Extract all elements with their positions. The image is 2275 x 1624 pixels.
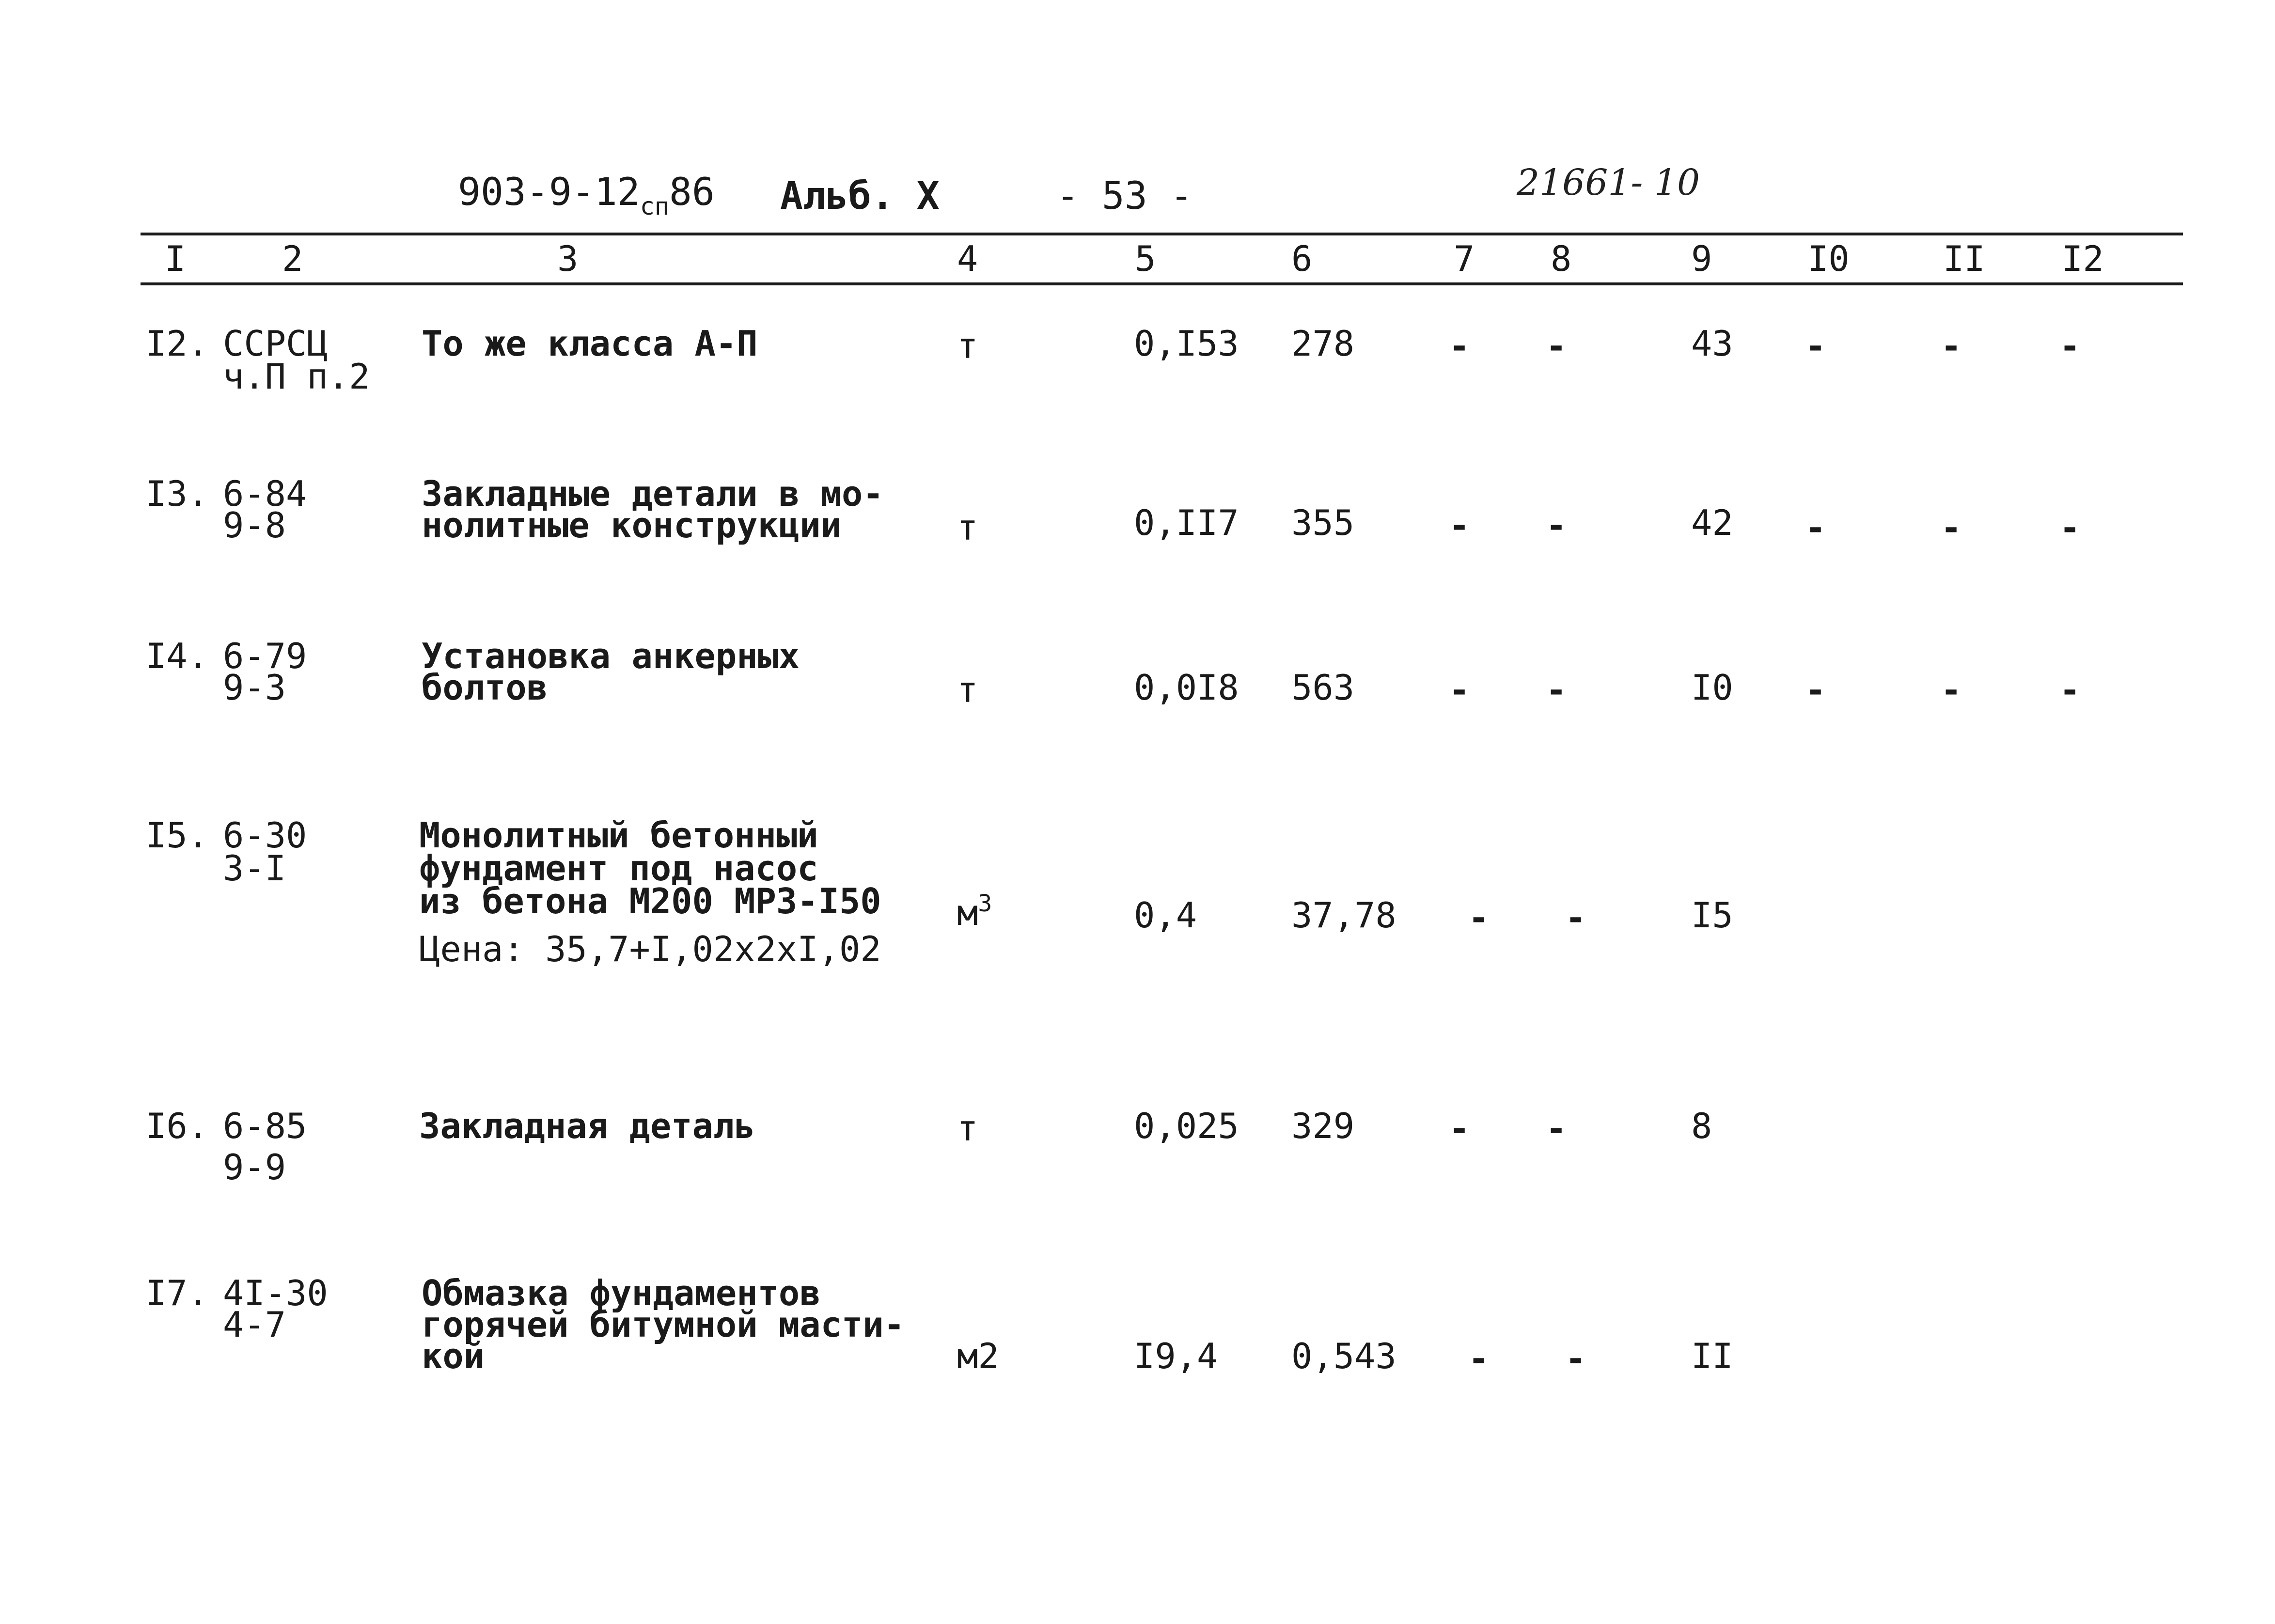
row-13-c10: - bbox=[1805, 507, 1826, 548]
row-15-c8: - bbox=[1565, 897, 1586, 938]
page-number: - 53 - bbox=[1056, 174, 1193, 218]
row-17-c8: - bbox=[1565, 1338, 1586, 1379]
row-16-num: I6. bbox=[145, 1106, 209, 1146]
col-header-10: I0 bbox=[1807, 238, 1850, 279]
handwritten-number: 21661- 10 bbox=[1517, 162, 1700, 203]
col-header-5: 5 bbox=[1135, 238, 1156, 279]
row-15-code-1: 6-30 bbox=[223, 815, 307, 856]
col-header-7: 7 bbox=[1454, 238, 1475, 279]
row-14-desc-2: болтов bbox=[422, 667, 548, 708]
row-15-unit bbox=[957, 890, 992, 933]
doc-code-main: 903-9-12 bbox=[458, 171, 640, 214]
col-header-12: I2 bbox=[2062, 238, 2104, 279]
row-17-c7: - bbox=[1468, 1338, 1490, 1379]
row-15-c9: I5 bbox=[1691, 895, 1733, 936]
row-15-desc-2: фундамент под насос bbox=[419, 848, 818, 889]
row-16-c7: - bbox=[1449, 1108, 1470, 1149]
row-15-desc-3: из бетона М200 МРЗ-I50 bbox=[419, 881, 881, 921]
row-14-c8: - bbox=[1546, 670, 1567, 710]
row-14-unit: т bbox=[957, 670, 978, 710]
row-17-code-2: 4-7 bbox=[223, 1304, 286, 1345]
row-12-price: 278 bbox=[1291, 323, 1355, 364]
row-13-qty: 0,II7 bbox=[1134, 502, 1239, 543]
col-header-2: 2 bbox=[282, 238, 303, 279]
row-17-num: I7. bbox=[145, 1273, 209, 1313]
row-14-c7: - bbox=[1449, 670, 1470, 710]
row-13-c7: - bbox=[1449, 505, 1470, 546]
row-13-price: 355 bbox=[1291, 502, 1355, 543]
row-14-desc-1: Установка анкерных bbox=[422, 636, 800, 676]
row-16-unit: т bbox=[957, 1108, 978, 1149]
row-16-qty: 0,025 bbox=[1134, 1106, 1239, 1146]
row-16-c8: - bbox=[1546, 1108, 1567, 1149]
row-13-c11: - bbox=[1941, 507, 1962, 548]
row-13-desc-1: Закладные детали в мо- bbox=[422, 473, 884, 514]
row-13-unit: т bbox=[957, 507, 978, 548]
col-header-8: 8 bbox=[1551, 238, 1572, 279]
col-header-4: 4 bbox=[957, 238, 978, 279]
header-rule-bottom bbox=[141, 282, 2183, 285]
row-12-c8: - bbox=[1546, 326, 1567, 366]
row-17-desc-3: кой bbox=[422, 1336, 485, 1376]
row-17-qty: I9,4 bbox=[1134, 1336, 1218, 1376]
row-15-price: 37,78 bbox=[1291, 895, 1396, 936]
row-13-num: I3. bbox=[145, 473, 209, 514]
row-12-c7: - bbox=[1449, 326, 1470, 366]
row-14-price: 563 bbox=[1291, 667, 1355, 708]
album-label: Альб. X bbox=[780, 174, 940, 218]
row-16-price: 329 bbox=[1291, 1106, 1355, 1146]
row-15-desc-note: Цена: 35,7+I,02x2xI,02 bbox=[419, 929, 881, 969]
row-14-c10: - bbox=[1805, 670, 1826, 710]
row-13-code-2: 9-8 bbox=[223, 505, 286, 546]
row-15-code-2: 3-I bbox=[223, 848, 286, 889]
row-12-unit: т bbox=[957, 326, 978, 366]
row-15-num: I5. bbox=[145, 815, 209, 856]
row-16-desc-1: Закладная деталь bbox=[419, 1106, 755, 1146]
row-12-c9: 43 bbox=[1691, 323, 1733, 364]
row-14-qty: 0,0I8 bbox=[1134, 667, 1239, 708]
row-17-code-1: 4I-30 bbox=[223, 1273, 328, 1313]
row-17-c9: II bbox=[1691, 1336, 1733, 1376]
col-header-9: 9 bbox=[1691, 238, 1712, 279]
row-12-desc-1: То же класса А-П bbox=[422, 323, 758, 364]
col-header-11: II bbox=[1943, 238, 1985, 279]
row-13-c12: - bbox=[2059, 507, 2081, 548]
col-header-1: I bbox=[165, 238, 186, 279]
row-12-code-2: ч.П п.2 bbox=[223, 356, 370, 397]
row-13-code-1: 6-84 bbox=[223, 473, 307, 514]
row-14-code-2: 9-3 bbox=[223, 667, 286, 708]
row-15-desc-1: Монолитный бетонный bbox=[419, 815, 818, 856]
doc-code bbox=[458, 171, 715, 220]
row-17-unit: м2 bbox=[957, 1336, 999, 1376]
row-14-c9: I0 bbox=[1691, 667, 1733, 708]
row-15-unit-base: м bbox=[957, 892, 978, 933]
row-14-code-1: 6-79 bbox=[223, 636, 307, 676]
row-14-num: I4. bbox=[145, 636, 209, 676]
row-12-c10: - bbox=[1805, 326, 1826, 366]
row-16-code-1: 6-85 bbox=[223, 1106, 307, 1146]
row-14-c12: - bbox=[2059, 670, 2081, 710]
row-17-desc-2: горячей битумной масти- bbox=[422, 1304, 905, 1345]
row-15-unit-sup: 3 bbox=[978, 890, 992, 917]
row-17-price: 0,543 bbox=[1291, 1336, 1396, 1376]
row-16-c9: 8 bbox=[1691, 1106, 1712, 1146]
header-rule-top bbox=[141, 233, 2183, 235]
row-12-num: I2. bbox=[145, 323, 209, 364]
row-15-c7: - bbox=[1468, 897, 1490, 938]
row-12-code-1: ССРСЦ bbox=[223, 323, 328, 364]
doc-code-year: 86 bbox=[669, 171, 715, 214]
row-12-qty: 0,I53 bbox=[1134, 323, 1239, 364]
doc-code-sub: сп bbox=[640, 192, 669, 220]
row-16-code-2: 9-9 bbox=[223, 1147, 286, 1187]
row-12-c11: - bbox=[1941, 326, 1962, 366]
row-15-qty: 0,4 bbox=[1134, 895, 1197, 936]
col-header-3: 3 bbox=[557, 238, 579, 279]
row-12-c12: - bbox=[2059, 326, 2081, 366]
row-13-c8: - bbox=[1546, 505, 1567, 546]
row-13-desc-2: нолитные конструкции bbox=[422, 505, 842, 546]
row-13-c9: 42 bbox=[1691, 502, 1733, 543]
row-17-desc-1: Обмазка фундаментов bbox=[422, 1273, 821, 1313]
row-14-c11: - bbox=[1941, 670, 1962, 710]
col-header-6: 6 bbox=[1291, 238, 1313, 279]
